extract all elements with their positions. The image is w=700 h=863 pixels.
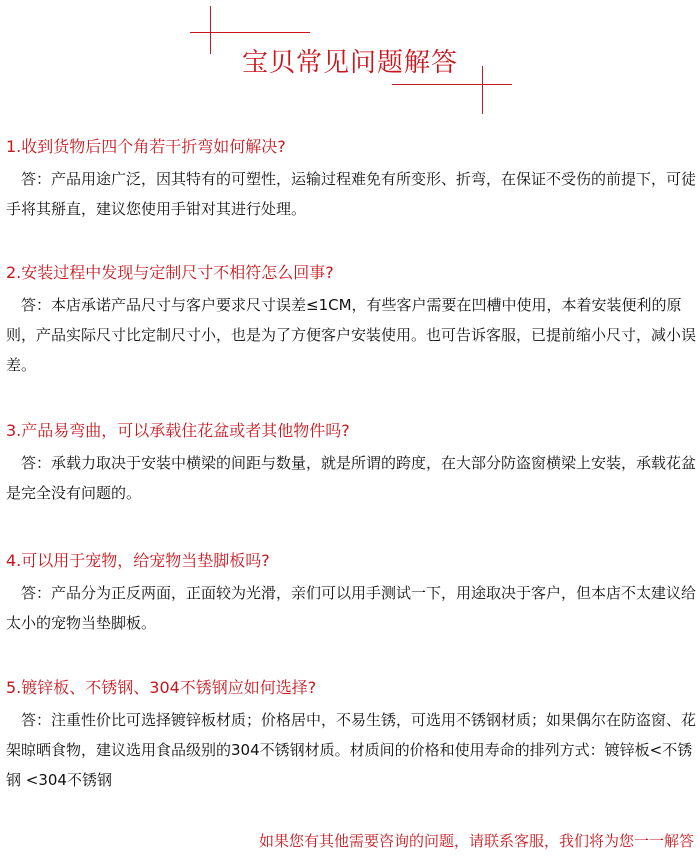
faq-question: 1.收到货物后四个角若干折弯如何解决? bbox=[6, 137, 286, 156]
faq-item-1 bbox=[6, 136, 696, 224]
faq-question: 3.产品易弯曲，可以承载住花盆或者其他物件吗? bbox=[6, 421, 350, 440]
faq-item-4 bbox=[6, 550, 696, 638]
faq-answer: 答：承载力取决于安装中横梁的间距与数量，就是所谓的跨度，在大部分防盗窗横梁上安装，承载花盆是完全没有问题的。 bbox=[6, 454, 697, 502]
faq-answer: 答：产品分为正反两面，正面较为光滑，亲们可以用手测试一下，用途取决于客户，但本店不太建议给太小的宠物当垫脚板。 bbox=[6, 584, 697, 632]
page-title: 宝贝常见问题解答 bbox=[241, 48, 458, 78]
faq-item-3 bbox=[6, 420, 696, 508]
faq-answer: 答：本店承诺产品尺寸与客户要求尺寸误差≤1CM，有些客户需要在凹槽中使用，本着安装便利的原则，产品实际尺寸比定制尺寸小，也是为了方便客户安装使用。也可告诉客服，已提前缩小尺寸，减小误差。 bbox=[6, 296, 697, 374]
title-deco-bottom-horizontal-line bbox=[392, 84, 512, 85]
faq-question: 5.镀锌板、不锈钢、304不锈钢应如何选择? bbox=[6, 678, 317, 697]
faq-answer: 答：产品用途广泛，因其特有的可塑性，运输过程难免有所变形、折弯，在保证不受伤的前提下，可徒手将其掰直，建议您使用手钳对其进行处理。 bbox=[6, 170, 697, 218]
faq-item-2 bbox=[6, 262, 696, 380]
footer-contact-note: 如果您有其他需要咨询的问题，请联系客服，我们将为您一一解答 bbox=[258, 832, 694, 850]
faq-question: 2.安装过程中发现与定制尺寸不相符怎么回事? bbox=[6, 263, 334, 282]
title-banner bbox=[0, 0, 700, 120]
title-deco-bottom-vertical-line bbox=[482, 66, 483, 114]
faq-answer: 答：注重性价比可选择镀锌板材质；价格居中，不易生锈，可选用不锈钢材质；如果偶尔在防盗窗、花架晾晒食物，建议选用食品级别的304不锈钢材质。材质间的价格和使用寿命的排列方式：镀锌板<不锈钢 <304不锈钢 bbox=[6, 711, 697, 789]
faq-item-5 bbox=[6, 677, 696, 795]
title-deco-top-horizontal-line bbox=[190, 32, 310, 33]
faq-question: 4.可以用于宠物，给宠物当垫脚板吗? bbox=[6, 551, 270, 570]
